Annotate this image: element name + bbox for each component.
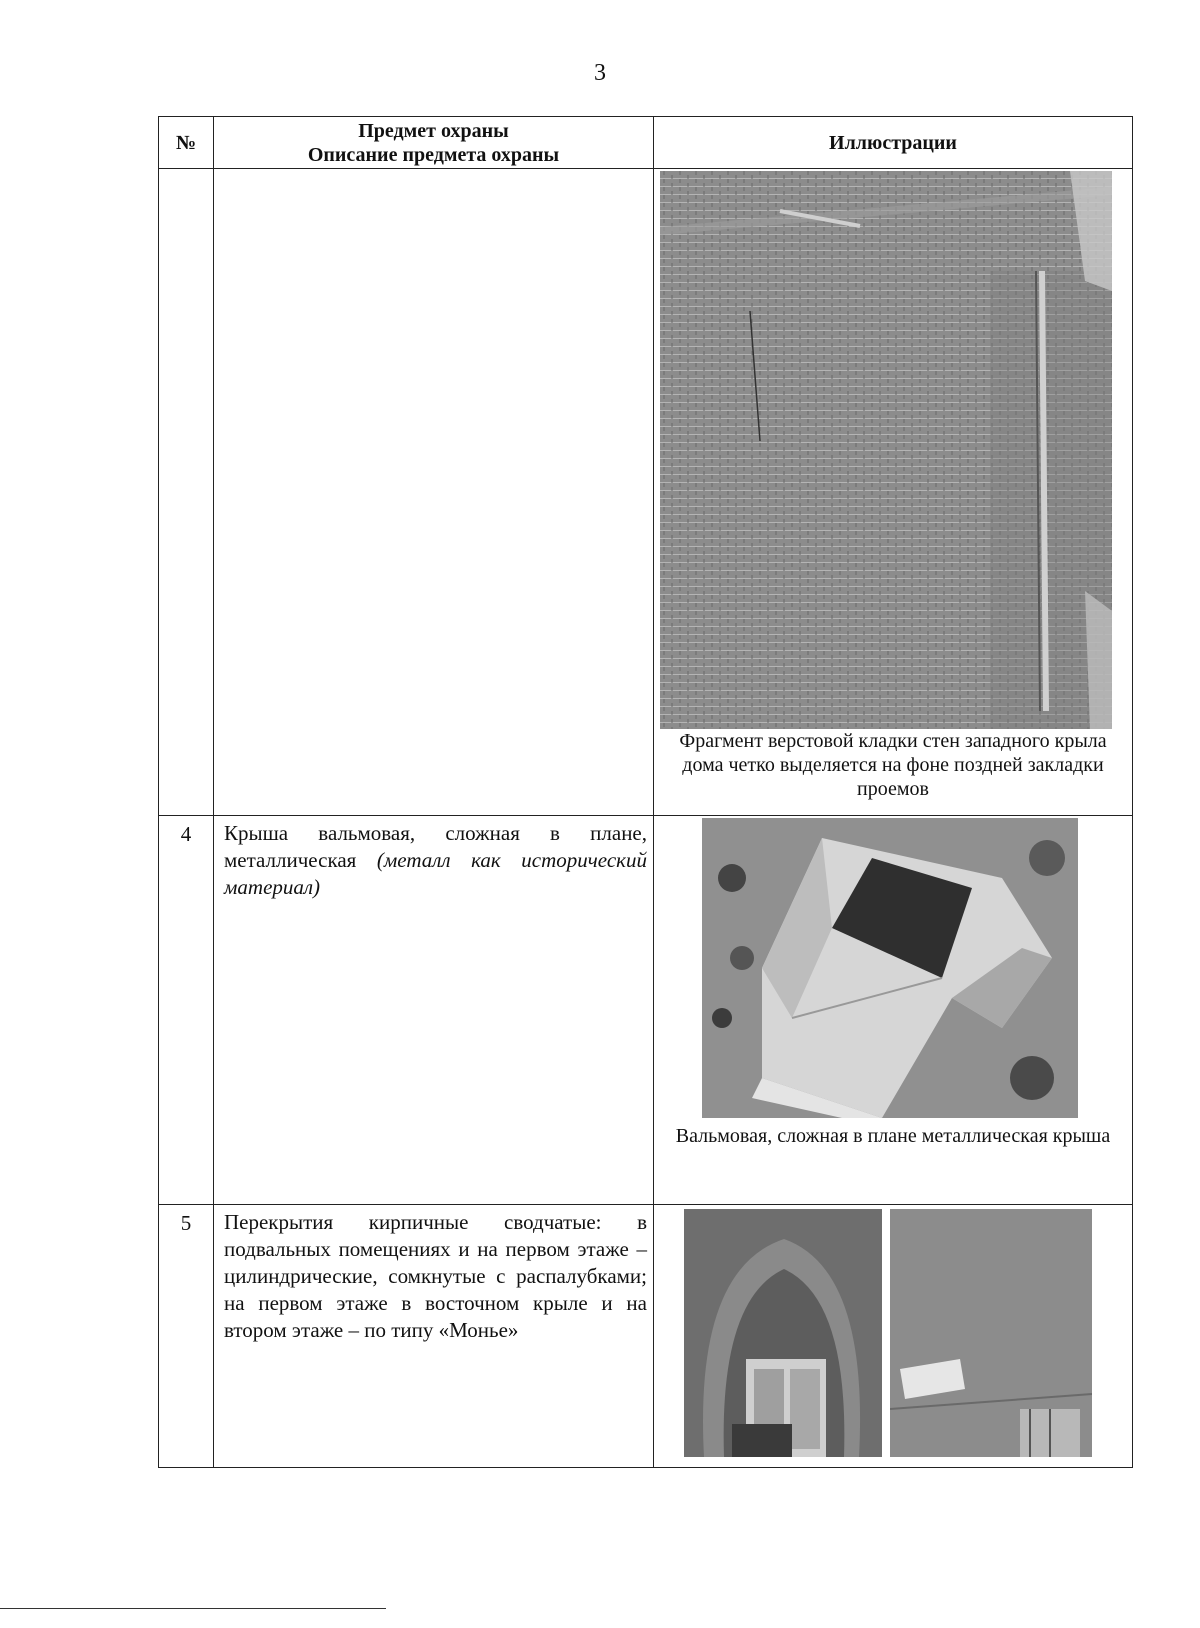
row-number: 4 [159, 816, 214, 1205]
table-header-row [159, 117, 1133, 169]
row-number: 5 [159, 1205, 214, 1468]
vault-photo-left [684, 1209, 882, 1457]
header-subject-line2: Описание предмета охраны [307, 143, 560, 166]
roof-description-note: (металл как исторический материал) [224, 848, 647, 899]
header-illustrations: Иллюстрации [654, 117, 1133, 169]
wall-photo-caption: Фрагмент верстовой кладки стен западного крыла дома четко выделяется на фоне поздней закладки проемов [679, 730, 1107, 800]
roof-aerial-photo [702, 818, 1078, 1118]
row-description [214, 169, 654, 816]
header-subject-line1: Предмет охраны [358, 119, 509, 142]
row-illustration [654, 816, 1133, 1205]
header-subject [214, 117, 654, 169]
row-description [214, 816, 654, 1205]
table-row [159, 169, 1133, 816]
row-illustration [654, 169, 1133, 816]
row-description: Перекрытия кирпичные сводчатые: в подвальных помещениях и на первом этаже – цилиндрические, сомкнутые с распалубками; на первом этаже в восточном крыле и на втором этаже – по типу «Монье» [214, 1205, 654, 1468]
vault-photo-right [890, 1209, 1092, 1457]
footnote-separator [0, 1608, 386, 1609]
table-row [159, 1205, 1133, 1468]
row-number [159, 169, 214, 816]
roof-description: Крыша вальмовая, сложная в плане, металлическая [224, 821, 647, 872]
wall-masonry-photo [660, 171, 1112, 729]
row-illustration [654, 1205, 1133, 1468]
header-number: № [159, 117, 214, 169]
table-row [159, 816, 1133, 1205]
roof-photo-caption: Вальмовая, сложная в плане металлическая крыша [675, 1125, 1111, 1147]
page-number: 3 [594, 60, 606, 86]
protection-table [158, 116, 1133, 1468]
